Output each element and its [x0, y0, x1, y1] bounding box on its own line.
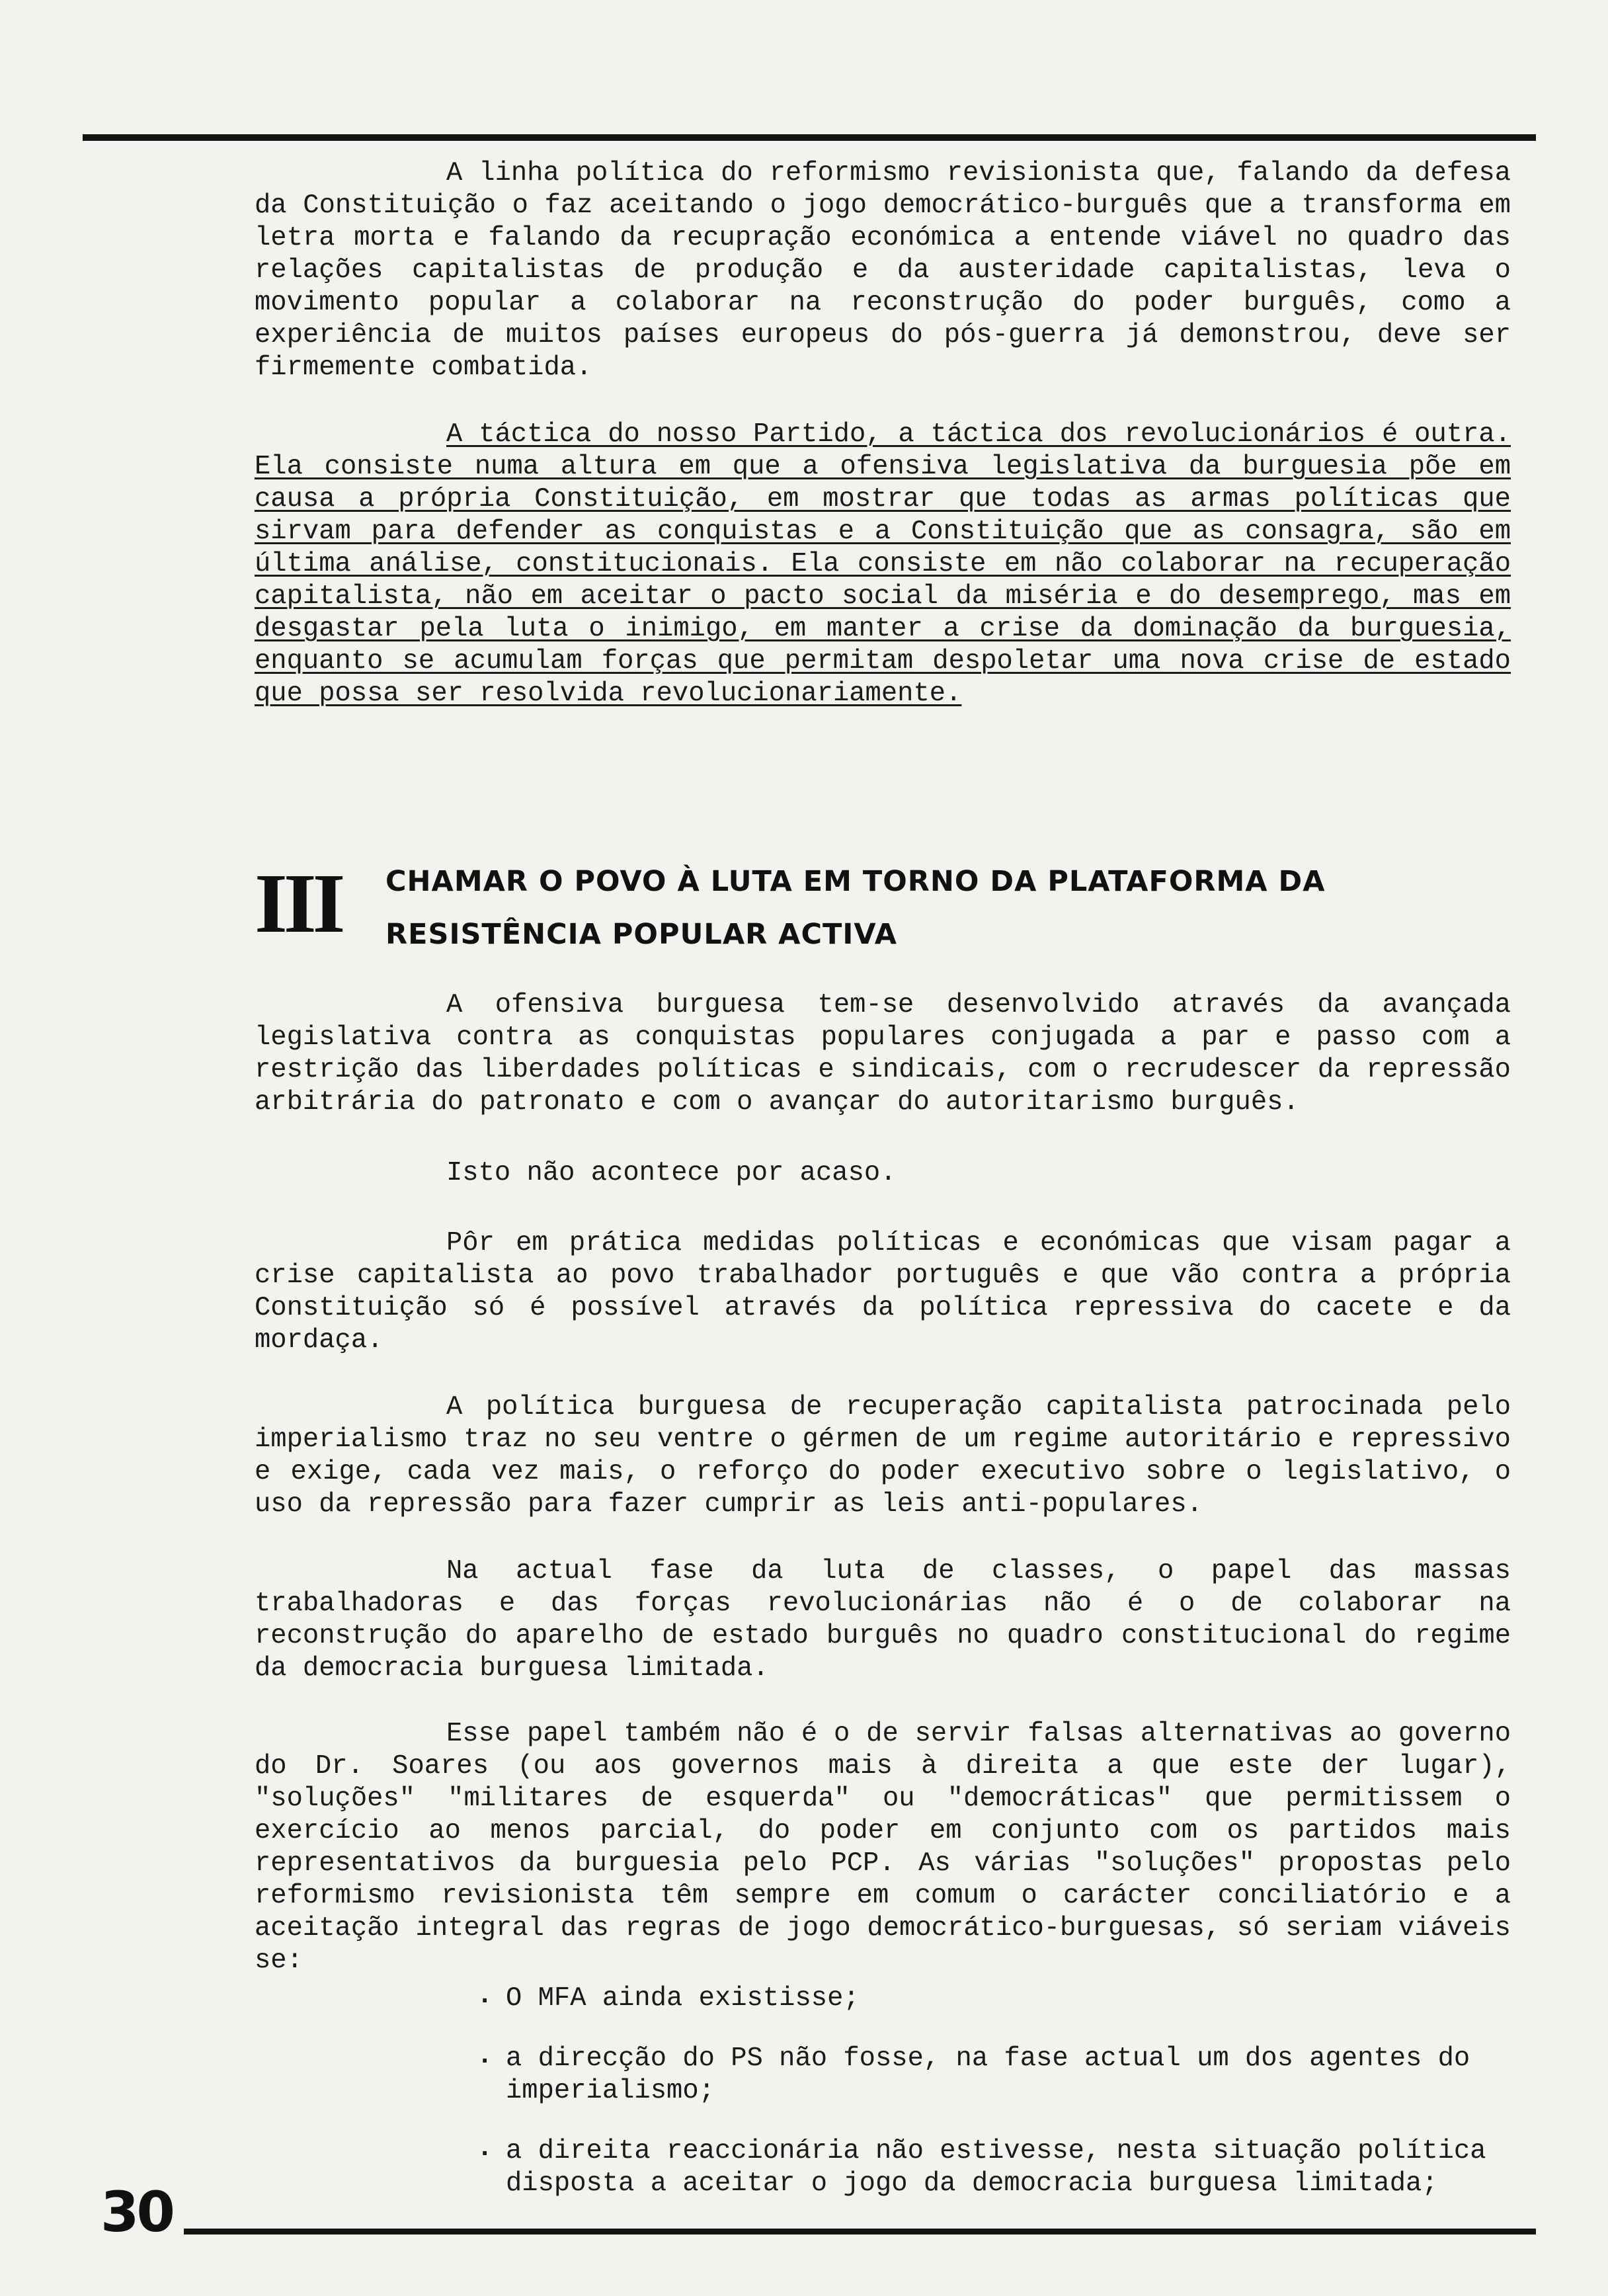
- section-title-line-2: RESISTÊNCIA POPULAR ACTIVA: [385, 918, 897, 951]
- body-paragraph-6: Esse papel também não é o de servir falsas alternativas ao governo do Dr. Soares (ou aos governos mais à direita a que este der lugar), "soluções" "militares de esquerda" ou "democráticas" que permitissem o exercício ao menos parcial, do poder em conjunto com os partidos mais representativos da burguesia pelo PCP. As várias "soluções" propostas pelo reformismo revisionista têm sempre em comum o carácter conciliatório e a aceitação integral das regras de jogo democrático-burguesas, só seriam viáveis se:: [255, 1719, 1511, 1976]
- body-paragraph-5: Na actual fase da luta de classes, o papel das massas trabalhadoras e das forças revolucionárias não é o de colaborar na reconstrução do aparelho de estado burguês no quadro constitucional do regime da democracia burguesa limitada.: [255, 1556, 1511, 1684]
- intro-paragraph: A linha política do reformismo revisionista que, falando da defesa da Constituição o faz aceitando o jogo democrático-burguês que a transforma em letra morta e falando da recupração económica a entende viável no quadro das relações capitalistas de produção e da austeridade capitalistas, leva o movimento popular a colaborar na reconstrução do poder burguês, como a experiência de muitos países europeus do pós-guerra já demonstrou, deve ser firmemente combatida.: [255, 158, 1511, 383]
- body-paragraph-1: A ofensiva burguesa tem-se desenvolvido através da avançada legislativa contra as conquistas populares conjugada a par e passo com a restrição das liberdades políticas e sindicais, com o recrudescer da repressão arbitrária do patronato e com o avançar do autoritarismo burguês.: [255, 990, 1511, 1118]
- top-rule: [83, 134, 1536, 141]
- body-paragraph-3: Pôr em prática medidas políticas e económicas que visam pagar a crise capitalista ao povo trabalhador português e que vão contra a própria Constituição só é possível através da política repressiva do cacete e da mordaça.: [255, 1228, 1511, 1356]
- conditions-list: [473, 1983, 1504, 2228]
- tactics-paragraph: [255, 419, 1511, 710]
- tactics-paragraph-text: A táctica do nosso Partido, a táctica dos revolucionários é outra. Ela consiste numa altura em que a ofensiva legislativa da burguesia põe em causa a própria Constituição, em mostrar que todas as armas políticas que sirvam para defender as conquistas e a Constituição que as consagra, são em última análise, constitucionais. Ela consiste em não colaborar na recuperação capitalista, não em aceitar o pacto social da miséria e do desemprego, mas em desgastar pela luta o inimigo, em manter a crise da dominação da burguesia, enquanto se acumulam forças que permitam despoletar uma nova crise de estado que possa ser resolvida revolucionariamente.: [255, 419, 1511, 709]
- condition-item: . O MFA ainda existisse;: [473, 1983, 1504, 2015]
- section-heading: [255, 856, 1379, 971]
- section-number: III: [255, 856, 342, 950]
- page-number: 30: [100, 2180, 173, 2244]
- body-paragraph-2: Isto não acontece por acaso.: [446, 1158, 897, 1188]
- bottom-rule: [184, 2229, 1536, 2234]
- body-paragraph-4: A política burguesa de recuperação capitalista patrocinada pelo imperialismo traz no seu ventre o gérmen de um regime autoritário e repressivo e exige, cada vez mais, o reforço do poder executivo sobre o legislativo, o uso da repressão para fazer cumprir as leis anti-populares.: [255, 1392, 1511, 1520]
- section-title-line-1: CHAMAR O POVO À LUTA EM TORNO DA PLATAFORMA DA: [385, 865, 1326, 898]
- condition-item: . a direcção do PS não fosse, na fase actual um dos agentes do imperialismo;: [473, 2043, 1504, 2108]
- condition-item: . a direita reaccionária não estivesse, nesta situação política disposta a aceitar o jogo da democracia burguesa limitada;: [473, 2135, 1504, 2200]
